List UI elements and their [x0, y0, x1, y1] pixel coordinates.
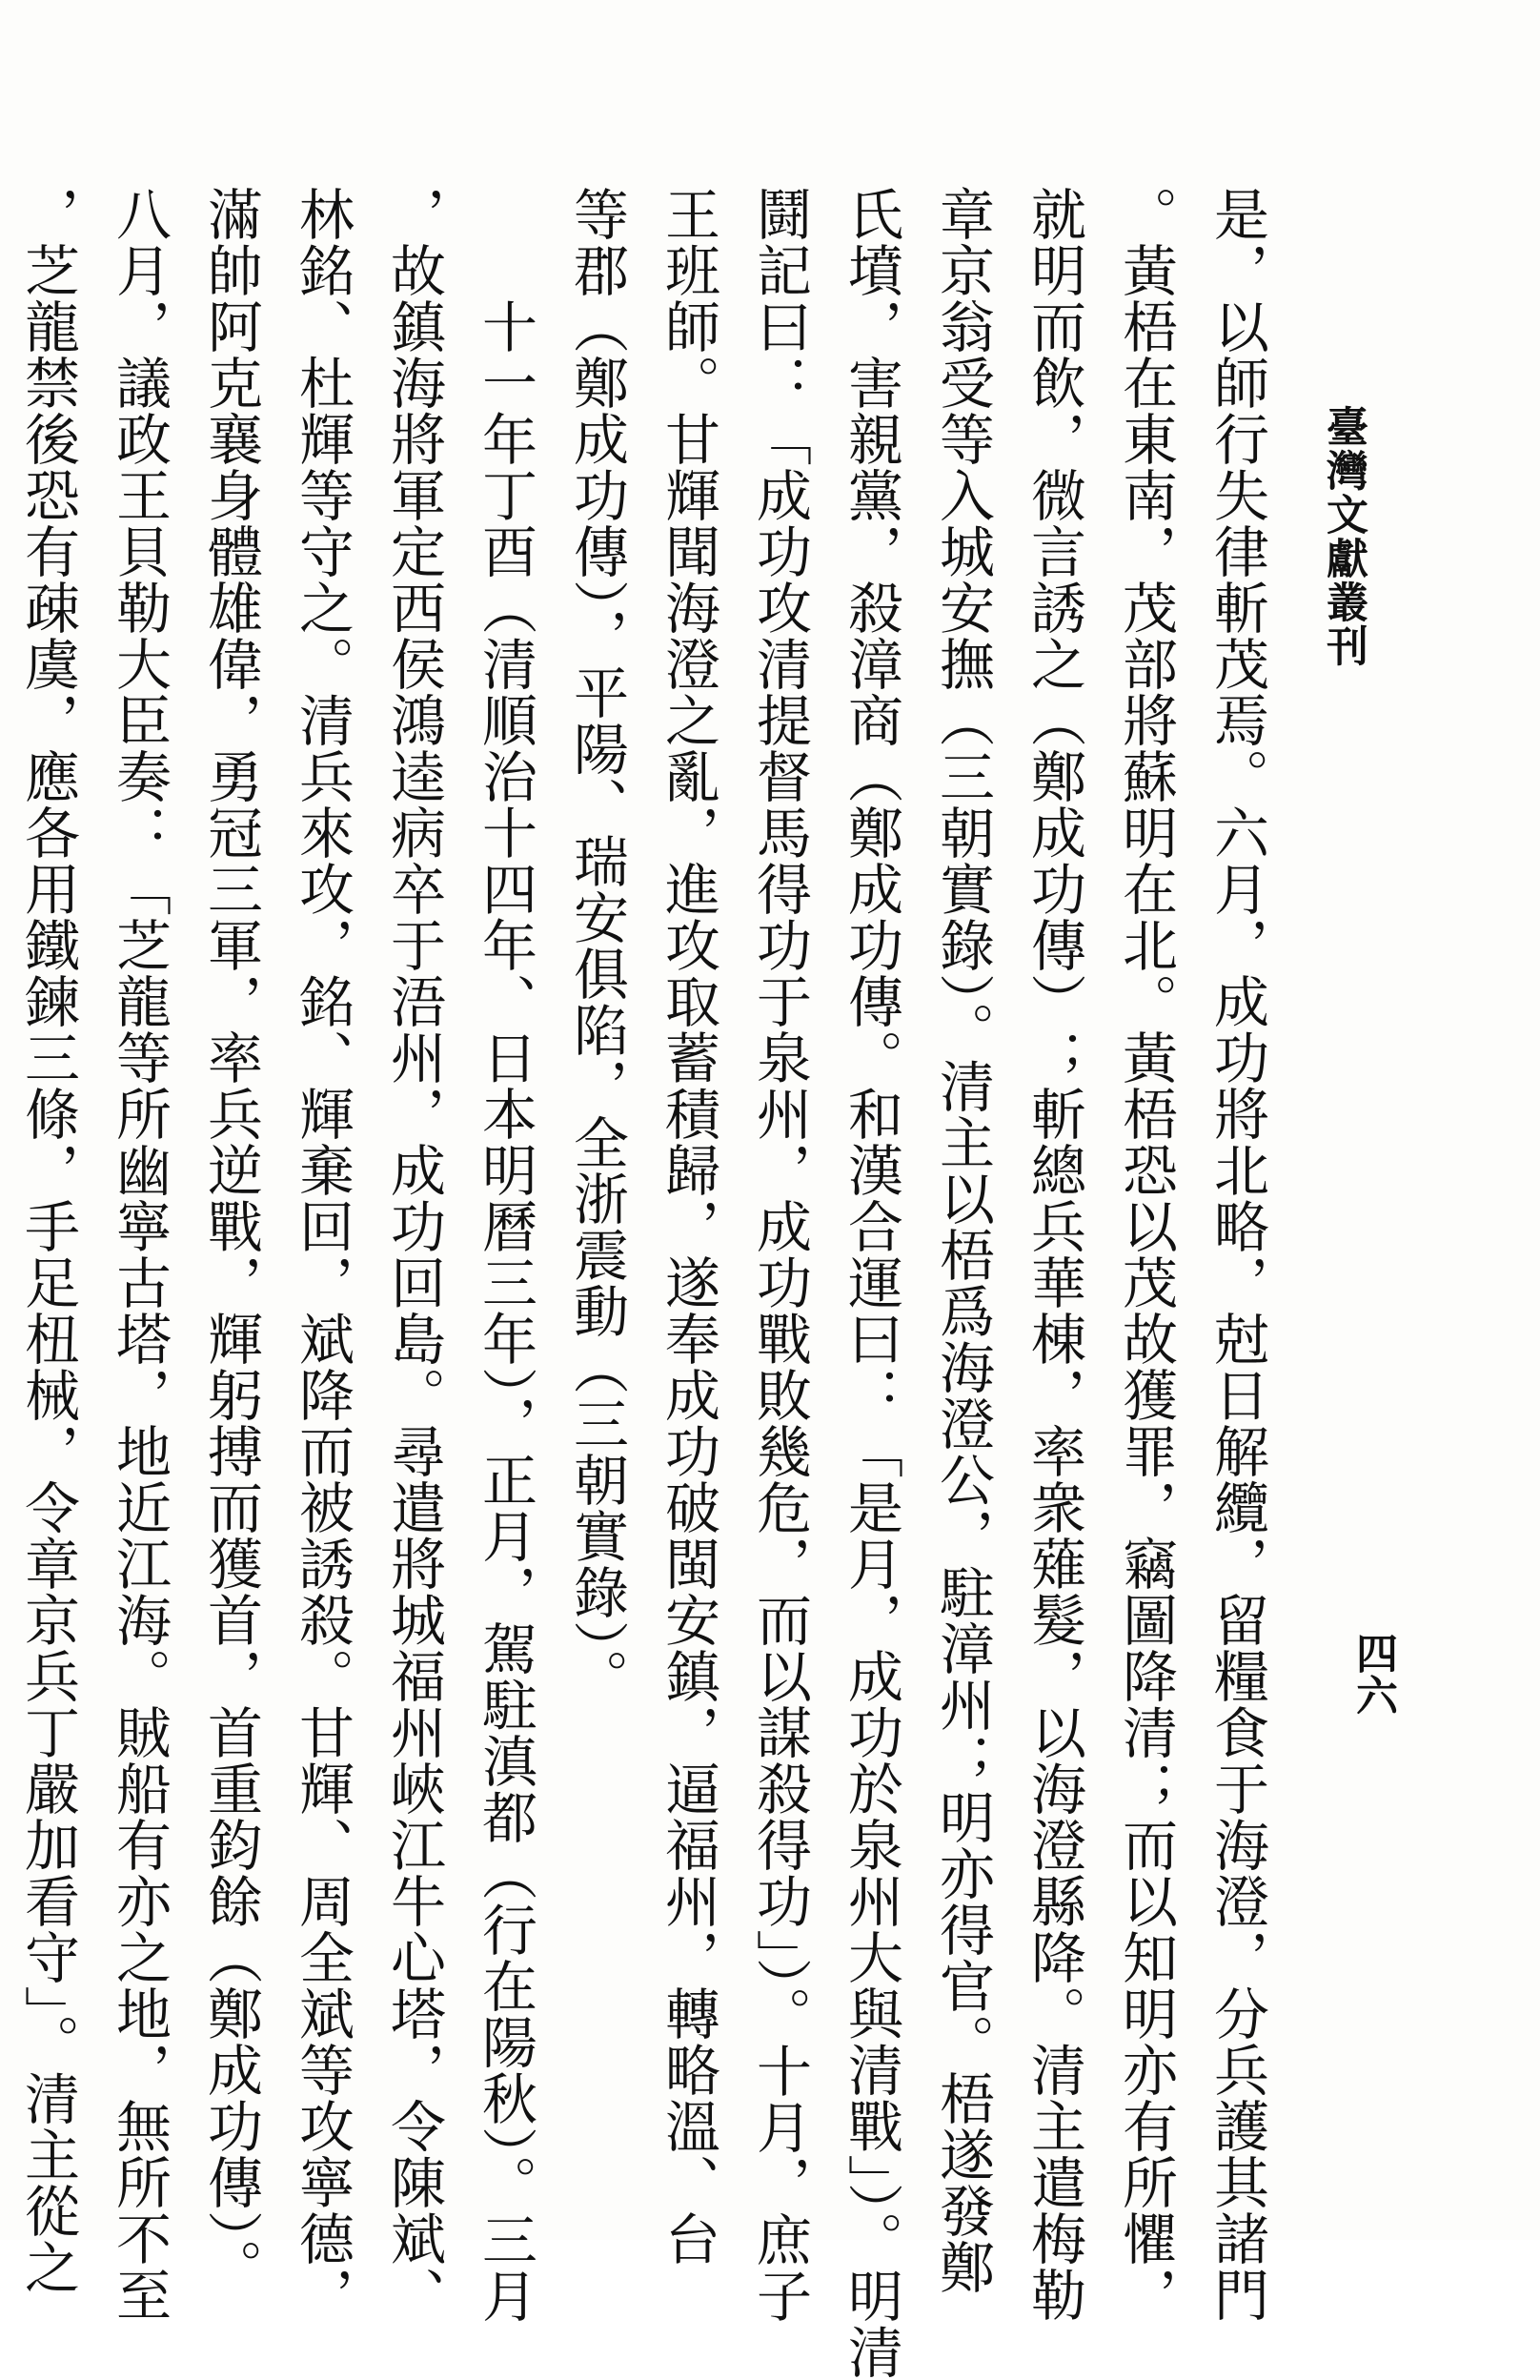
text-column: 林銘、杜輝等守之。清兵來攻，銘、輝棄回，斌降而被誘殺。甘輝、周全斌等攻寧德，	[290, 186, 355, 2323]
text-column: 章京翁受等入城安撫（三朝實錄）。清主以梧爲海澄公，駐漳州；明亦得官。梧遂發鄭	[930, 186, 995, 2295]
text-column: 鬪記曰：「成功攻清提督馬得功于泉州，成功戰敗幾危，而以謀殺得功」）。十月，庶子	[747, 186, 812, 2324]
text-column: 是，以師行失律斬茂焉。六月，成功將北略，尅日解纜，留糧食于海澄，分兵護其諸門	[1205, 186, 1269, 2323]
text-column: ，故鎮海將軍定西侯鴻逵病卒于浯州，成功回島。尋遣將城福州峽江牛心塔，令陳斌、	[381, 186, 446, 2323]
running-header-title: 臺灣文獻叢刊	[1319, 405, 1368, 668]
text-column: 八月，議政王貝勒大臣奏：「芝龍等所幽寧古塔，地近江海。賊船有亦之地，無所不至	[107, 186, 172, 2323]
text-column: 。黃梧在東南，茂部將蘇明在北。黃梧恐以茂故獲罪，竊圖降清；而以知明亦有所懼，	[1113, 186, 1178, 2323]
body-text	[0, 186, 1283, 2380]
text-column: ，芝龍禁後恐有疎虞，應各用鐵鍊三條，手足杻械，令章京兵丁嚴加看守」。清主從之	[15, 186, 80, 2295]
text-column: 十一年丁酉（清順治十四年、日本明曆三年），正月，駕駐滇都（行在陽秋）。三月	[473, 186, 537, 2324]
text-column	[0, 186, 2, 2059]
text-column: 王班師。甘輝聞海澄之亂，進攻取蓄積歸，遂奉成功破閩安鎮，逼福州，轉略溫、台	[656, 186, 720, 2267]
text-column: 滿帥阿克襄身體雄偉，勇冠三軍，率兵逆戰，輝躬搏而獲首，首重鈞餘（鄭成功傳）。	[198, 186, 263, 2295]
page-number: 四六	[1348, 1632, 1397, 1716]
text-column: 就明而飲，微言誘之（鄭成功傳）；斬總兵華棟，率衆薙髮，以海澄縣降。清主遣梅勒	[1022, 186, 1086, 2323]
text-column: 等郡（鄭成功傳），平陽、瑞安俱陷，全浙震動（三朝實錄）。	[564, 186, 629, 1705]
text-column: 氏墳，害親黨，殺漳商（鄭成功傳。和漢合運曰：「是月，成功於泉州大與清戰」）。明清	[839, 186, 903, 2380]
